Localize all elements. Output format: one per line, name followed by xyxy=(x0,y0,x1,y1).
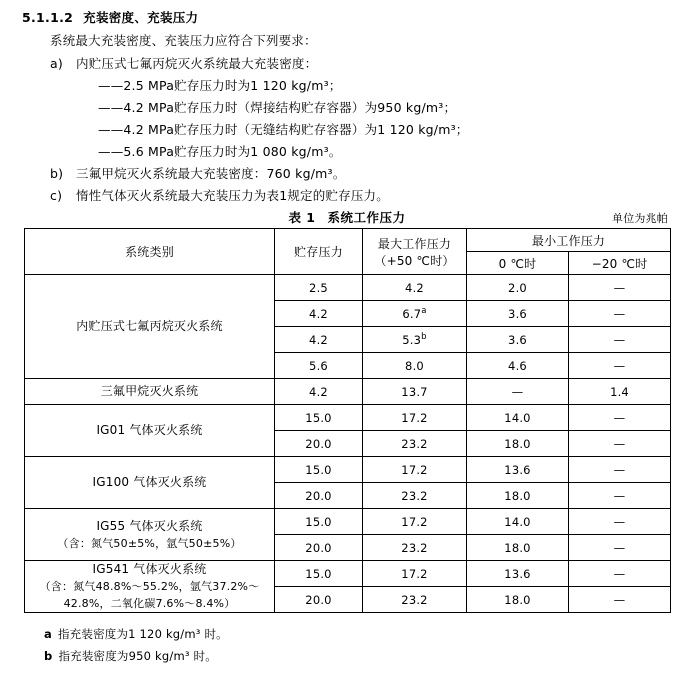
working-pressure-table xyxy=(24,228,671,613)
cell-category-name: 内贮压式七氟丙烷灭火系统 xyxy=(76,319,223,333)
section-heading xyxy=(22,8,198,26)
footnote-marker: a xyxy=(421,306,427,317)
cell-max-work-pressure: 17.2 xyxy=(363,405,467,431)
list-item-b-text: 三氟甲烷灭火系统最大充装密度：760 kg/m³。 xyxy=(76,166,346,181)
cell-max-work-pressure: 17.2 xyxy=(363,561,467,587)
cell-min-work-pressure-minus20c: — xyxy=(569,587,671,613)
cell-max-work-pressure: 13.7 xyxy=(363,379,467,405)
cell-min-work-pressure-0c: 13.6 xyxy=(467,561,569,587)
cell-max-work-pressure: 23.2 xyxy=(363,535,467,561)
th-min-minus20c: −20 ℃时 xyxy=(569,252,671,275)
cell-min-work-pressure-minus20c: — xyxy=(569,431,671,457)
section-title: 充装密度、充装压力 xyxy=(83,10,199,25)
th-min-0c: 0 ℃时 xyxy=(467,252,569,275)
cell-category-name: IG541 气体灭火系统 xyxy=(92,562,207,576)
cell-min-work-pressure-minus20c: 1.4 xyxy=(569,379,671,405)
cell-category xyxy=(25,379,275,405)
cell-min-work-pressure-minus20c: — xyxy=(569,535,671,561)
list-item-a-text: 内贮压式七氟丙烷灭火系统最大充装密度： xyxy=(76,56,318,71)
cell-min-work-pressure-0c: 18.0 xyxy=(467,535,569,561)
footnote-marker: b xyxy=(421,332,427,343)
list-item-a-sub-1: ——2.5 MPa贮存压力时为1 120 kg/m³； xyxy=(98,78,342,93)
cell-storage-pressure: 20.0 xyxy=(275,483,363,509)
cell-min-work-pressure-minus20c: — xyxy=(569,509,671,535)
cell-min-work-pressure-minus20c: — xyxy=(569,353,671,379)
table-row xyxy=(25,379,671,405)
list-item-a-sub-4: ——5.6 MPa贮存压力时为1 080 kg/m³。 xyxy=(98,144,342,159)
cell-category-name: IG55 气体灭火系统 xyxy=(96,518,203,533)
table-caption xyxy=(0,208,694,226)
cell-storage-pressure: 15.0 xyxy=(275,405,363,431)
cell-min-work-pressure-0c: 2.0 xyxy=(467,275,569,301)
cell-max-work-pressure: 5.3$^b$ xyxy=(363,327,467,353)
table-row xyxy=(25,509,671,535)
cell-min-work-pressure-0c: 18.0 xyxy=(467,587,569,613)
table-header-row-1 xyxy=(25,229,671,252)
section-number: 5.1.1.2 xyxy=(22,10,74,25)
footnote-b xyxy=(44,648,217,664)
table-row xyxy=(25,457,671,483)
table-title: 系统工作压力 xyxy=(327,210,406,225)
th-max-work-pressure xyxy=(363,229,467,275)
cell-storage-pressure: 4.2 xyxy=(275,379,363,405)
cell-storage-pressure: 20.0 xyxy=(275,535,363,561)
table-number: 表 1 xyxy=(288,210,316,225)
list-item-c xyxy=(50,186,389,206)
cell-min-work-pressure-0c: 4.6 xyxy=(467,353,569,379)
lead-paragraph: 系统最大充装密度、充装压力应符合下列要求： xyxy=(50,33,317,48)
list-item-b xyxy=(50,164,345,184)
cell-min-work-pressure-0c: 14.0 xyxy=(467,509,569,535)
table-row xyxy=(25,275,671,301)
cell-min-work-pressure-minus20c: — xyxy=(569,405,671,431)
cell-category-name: IG100 气体灭火系统 xyxy=(92,475,207,489)
cell-category-composition: （含：氮气48.8%～55.2%，氩气37.2%～42.8%，二氧化碳7.6%～8.4%） xyxy=(39,580,260,610)
footnote-b-label: b xyxy=(44,649,53,663)
cell-storage-pressure: 15.0 xyxy=(275,561,363,587)
cell-min-work-pressure-minus20c: — xyxy=(569,483,671,509)
cell-storage-pressure: 20.0 xyxy=(275,431,363,457)
cell-max-work-pressure: 23.2 xyxy=(363,483,467,509)
cell-category xyxy=(25,275,275,379)
footnote-a xyxy=(44,626,228,642)
cell-storage-pressure: 15.0 xyxy=(275,457,363,483)
cell-category xyxy=(25,561,275,613)
cell-max-work-pressure: 17.2 xyxy=(363,457,467,483)
th-max-work-pressure-line1: 最大工作压力 xyxy=(377,236,452,251)
table-unit-note: 单位为兆帕 xyxy=(612,212,668,225)
cell-category-name: 三氟甲烷灭火系统 xyxy=(100,384,199,398)
cell-min-work-pressure-0c: 14.0 xyxy=(467,405,569,431)
cell-storage-pressure: 4.2 xyxy=(275,327,363,353)
th-min-work-pressure: 最小工作压力 xyxy=(467,229,671,252)
cell-min-work-pressure-0c: 18.0 xyxy=(467,483,569,509)
cell-min-work-pressure-minus20c: — xyxy=(569,457,671,483)
footnote-b-text: 指充装密度为950 kg/m³ 时。 xyxy=(58,649,217,663)
cell-min-work-pressure-0c: 18.0 xyxy=(467,431,569,457)
cell-max-work-pressure: 17.2 xyxy=(363,509,467,535)
cell-min-work-pressure-minus20c: — xyxy=(569,301,671,327)
list-item-c-text: 惰性气体灭火系统最大充装压力为表1规定的贮存压力。 xyxy=(76,188,389,203)
cell-min-work-pressure-0c: 3.6 xyxy=(467,327,569,353)
cell-min-work-pressure-minus20c: — xyxy=(569,275,671,301)
cell-max-work-pressure: 23.2 xyxy=(363,431,467,457)
cell-min-work-pressure-minus20c: — xyxy=(569,561,671,587)
cell-category-composition: （含：氮气50±5%，氩气50±5%） xyxy=(57,536,242,550)
footnote-a-label: a xyxy=(44,627,52,641)
cell-storage-pressure: 5.6 xyxy=(275,353,363,379)
table-body xyxy=(25,275,671,613)
cell-min-work-pressure-0c: 13.6 xyxy=(467,457,569,483)
list-marker-a: a) xyxy=(50,56,63,71)
list-item-a-sub-3: ——4.2 MPa贮存压力时（无缝结构贮存容器）为1 120 kg/m³； xyxy=(98,122,469,137)
cell-min-work-pressure-0c: — xyxy=(467,379,569,405)
cell-storage-pressure: 15.0 xyxy=(275,509,363,535)
cell-storage-pressure: 20.0 xyxy=(275,587,363,613)
cell-min-work-pressure-minus20c: — xyxy=(569,327,671,353)
cell-min-work-pressure-0c: 3.6 xyxy=(467,301,569,327)
cell-storage-pressure: 2.5 xyxy=(275,275,363,301)
cell-max-work-pressure: 23.2 xyxy=(363,587,467,613)
cell-category xyxy=(25,405,275,457)
cell-category-name: IG01 气体灭火系统 xyxy=(96,423,203,437)
list-marker-b: b) xyxy=(50,166,64,181)
cell-category xyxy=(25,509,275,561)
table-row xyxy=(25,405,671,431)
list-marker-c: c) xyxy=(50,188,63,203)
th-storage-pressure: 贮存压力 xyxy=(275,229,363,275)
footnote-a-text: 指充装密度为1 120 kg/m³ 时。 xyxy=(57,627,228,641)
cell-category xyxy=(25,457,275,509)
th-max-work-pressure-line2: （+50 ℃时） xyxy=(374,253,455,268)
cell-max-work-pressure: 4.2 xyxy=(363,275,467,301)
cell-max-work-pressure: 8.0 xyxy=(363,353,467,379)
th-category: 系统类别 xyxy=(25,229,275,275)
list-item-a-sub-2: ——4.2 MPa贮存压力时（焊接结构贮存容器）为950 kg/m³； xyxy=(98,100,457,115)
list-item-a xyxy=(50,54,317,74)
table-row xyxy=(25,561,671,587)
cell-storage-pressure: 4.2 xyxy=(275,301,363,327)
cell-max-work-pressure: 6.7$^a$ xyxy=(363,301,467,327)
